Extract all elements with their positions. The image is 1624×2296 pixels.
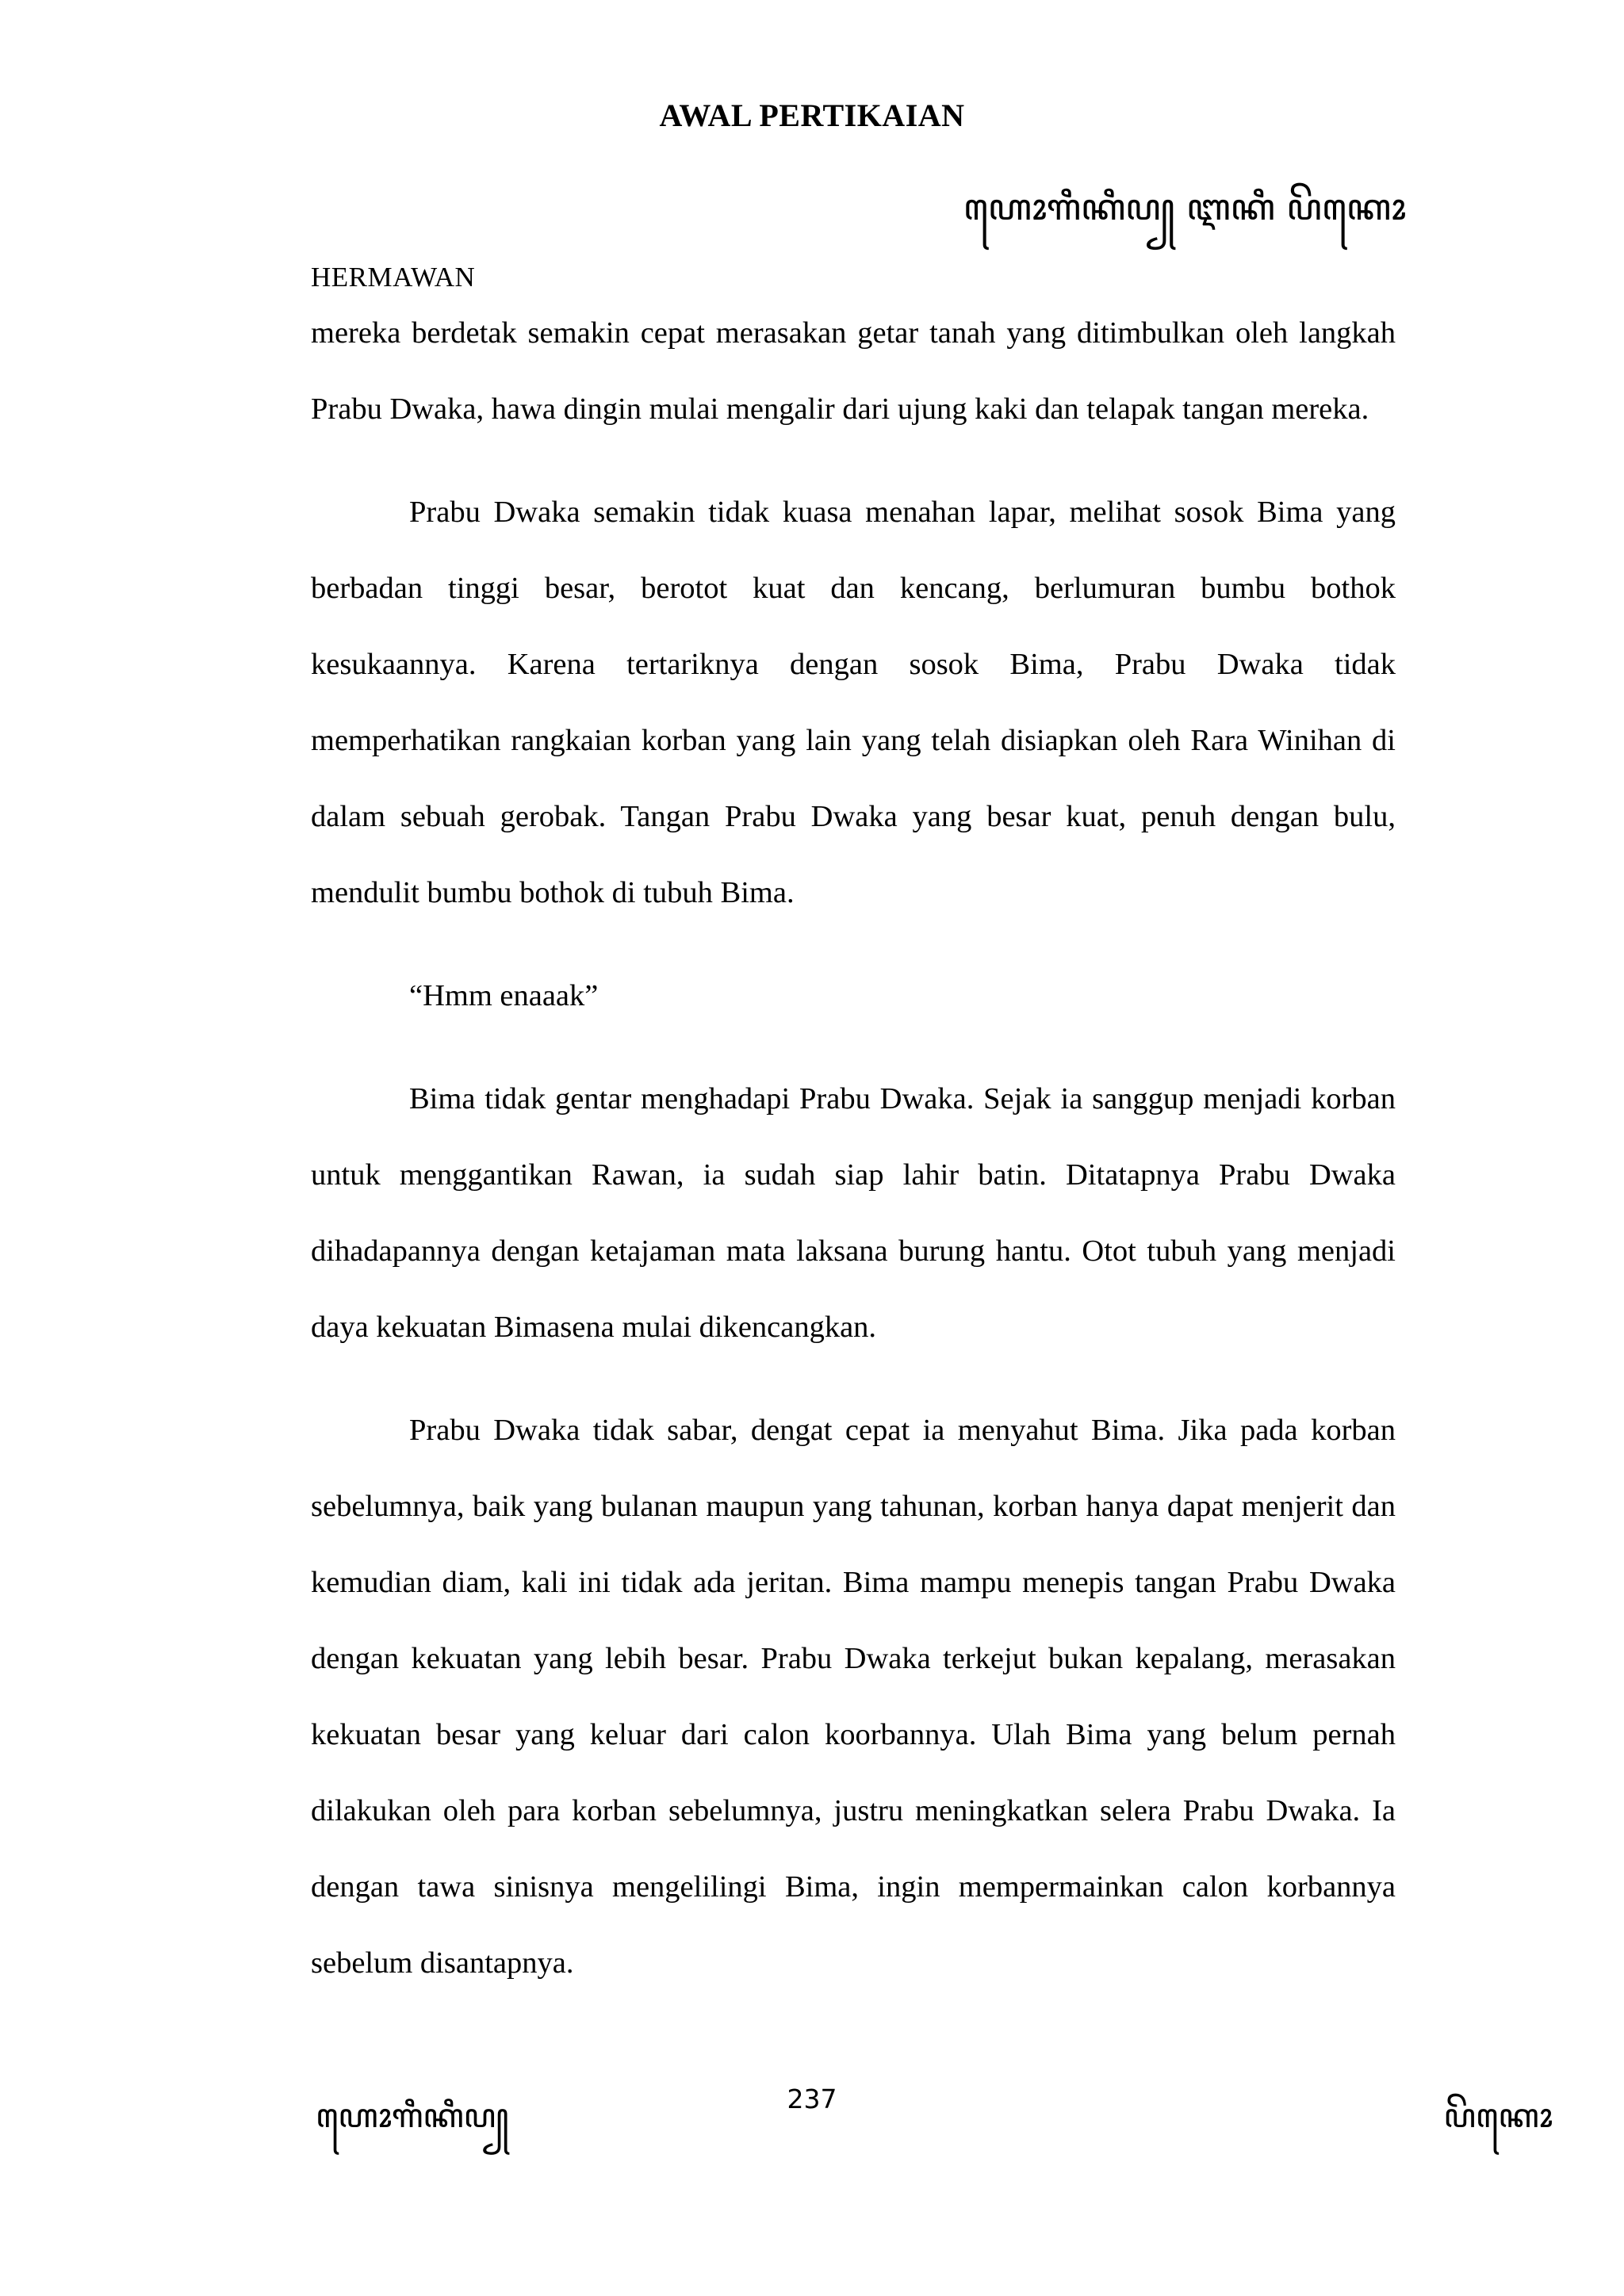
body-text: [311, 295, 1396, 2001]
footer-left-javanese-script: ꦲꦺꦴꦒꦶꦏꦶꦥ꧀: [316, 2096, 509, 2135]
chapter-title: AWAL PERTIKAIAN: [659, 98, 965, 133]
dialogue-line: “Hmm enaaak”: [409, 979, 599, 1012]
paragraph: Prabu Dwaka semakin tidak kuasa menahan lapar, melihat sosok Bima yang berbadan tinggi besar, berotot kuat dan kencang, berlumuran bumbu bothok kesukaannya. Karena tertariknya dengan sosok Bima, Prabu Dwaka tidak memperhatikan rangkaian korban yang lain yang telah disiapkan oleh Rara Winihan di dalam sebuah gerobak. Tangan Prabu Dwaka yang besar kuat, penuh dengan bulu, mendulit bumbu bothok di tubuh Bima.: [311, 496, 1396, 909]
paragraph-continuation: mereka berdetak semakin cepat merasakan getar tanah yang ditimbulkan oleh langkah Prabu Dwaka, hawa dingin mulai mengalir dari ujung kaki dan telapak tangan mereka.: [311, 316, 1396, 426]
paragraph: Prabu Dwaka tidak sabar, dengat cepat ia menyahut Bima. Jika pada korban sebelumnya, baik yang bulanan maupun yang tahunan, korban hanya dapat menjerit dan kemudian diam, kali ini tidak ada jeritan. Bima mampu menepis tangan Prabu Dwaka dengan kekuatan yang lebih besar. Prabu Dwaka terkejut bukan kepalang, merasakan kekuatan besar yang keluar dari calon koorbannya. Ulah Bima yang belum pernah dilakukan oleh para korban sebelumnya, justru meningkatkan selera Prabu Dwaka. Ia dengan tawa sinisnya mengelilingi Bima, ingin mempermainkan calon korbannya sebelum disantapnya.: [311, 1414, 1396, 1980]
header-javanese-script: ꦲꦺꦴꦒꦶꦏꦶꦥ꧀ ꦆꦏꦶ ꦥꦼꦏꦺꦴ: [963, 186, 1406, 228]
author-name: HERMAWAN: [311, 262, 476, 293]
footer-right-javanese-script: ꦥꦼꦏꦺꦴ: [1443, 2096, 1553, 2135]
paragraph: Bima tidak gentar menghadapi Prabu Dwaka. Sejak ia sanggup menjadi korban untuk menggantikan Rawan, ia sudah siap lahir batin. Ditatapnya Prabu Dwaka dihadapannya dengan ketajaman mata laksana burung hantu. Otot tubuh yang menjadi daya kekuatan Bimasena mulai dikencangkan.: [311, 1082, 1396, 1344]
page-number: 237: [787, 2084, 837, 2114]
